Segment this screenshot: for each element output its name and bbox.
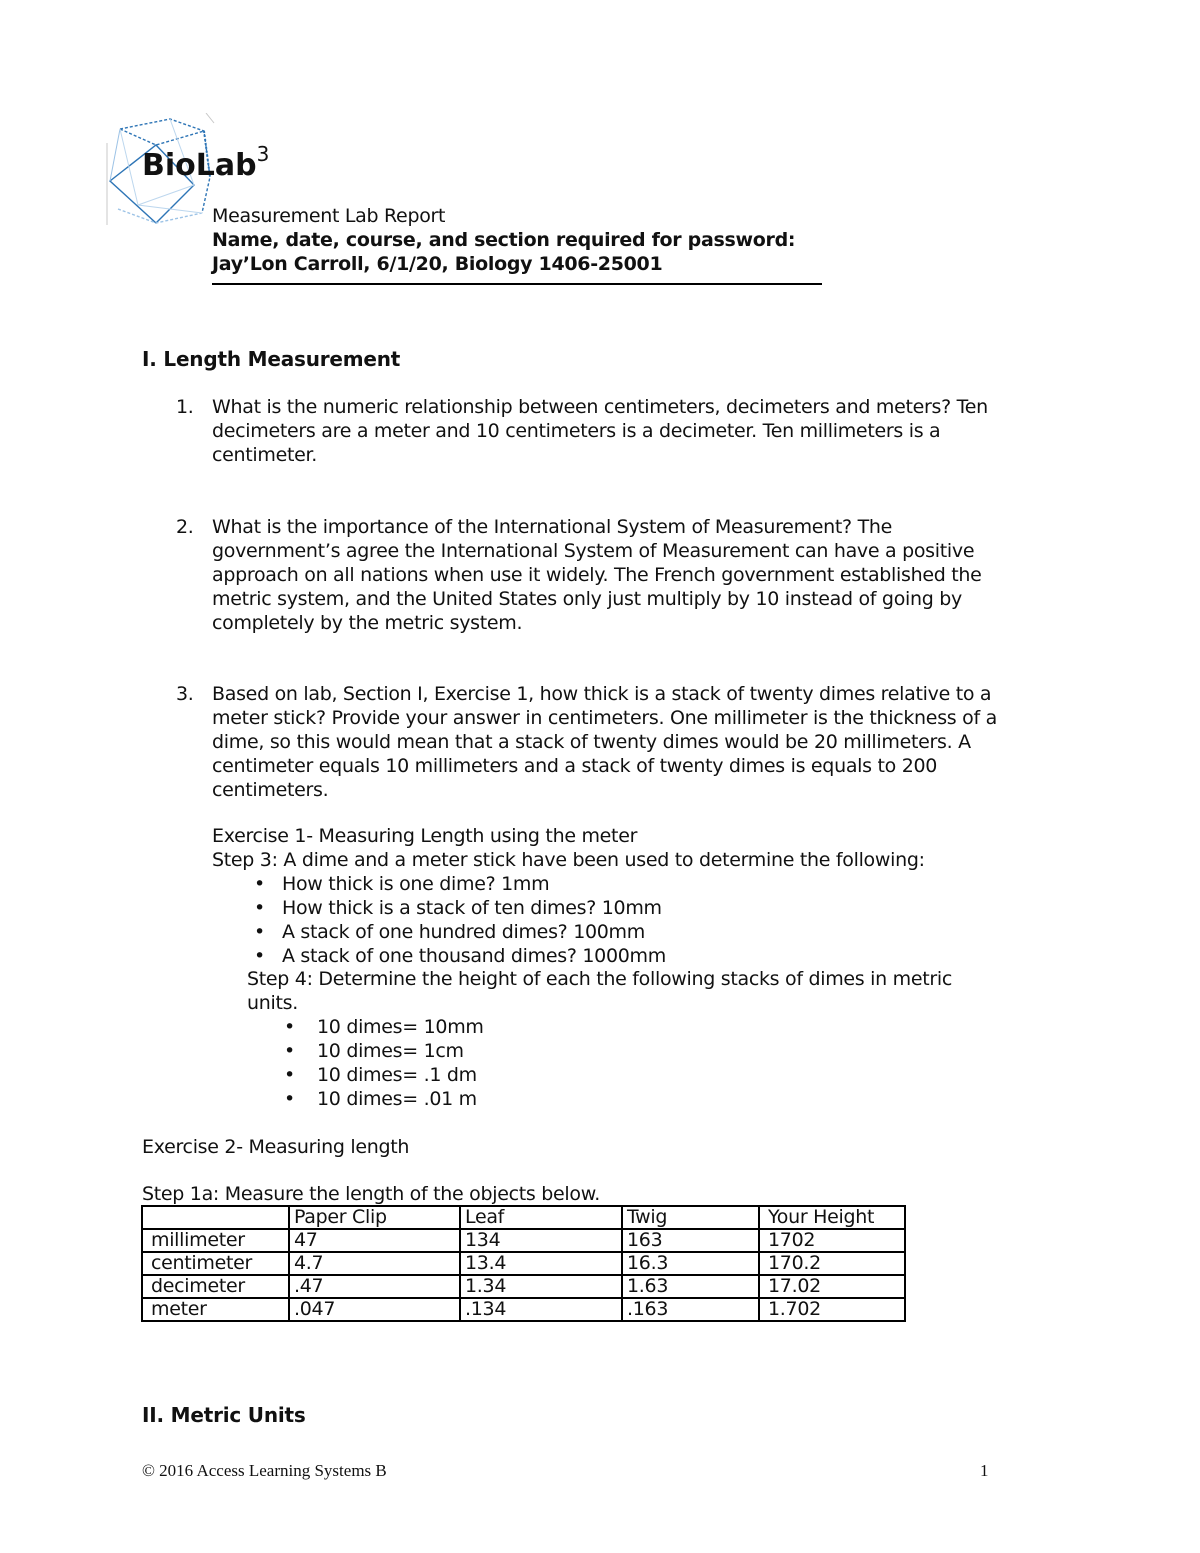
list-item-text: 10 dimes= 10mm bbox=[317, 1016, 484, 1038]
table-cell: 17.02 bbox=[759, 1275, 905, 1298]
text-line: What is the numeric relationship between centimeters, decimeters and meters? Ten bbox=[212, 396, 988, 418]
question-number: 3. bbox=[176, 683, 194, 705]
table-cell: 163 bbox=[622, 1229, 759, 1252]
list-item-text: A stack of one thousand dimes? 1000mm bbox=[282, 945, 666, 967]
footer-page-number: 1 bbox=[980, 1461, 989, 1480]
footer-copyright: © 2016 Access Learning Systems B bbox=[142, 1461, 387, 1480]
table-cell: 1.34 bbox=[460, 1275, 622, 1298]
table-cell: 4.7 bbox=[289, 1252, 460, 1275]
list-item bbox=[254, 896, 954, 920]
list-item bbox=[284, 1039, 684, 1063]
bullet-icon: • bbox=[284, 1016, 295, 1038]
question-text bbox=[212, 515, 982, 635]
text-line: dime, so this would mean that a stack of twenty dimes would be 20 millimeters. A bbox=[212, 731, 971, 753]
text-line: government’s agree the International System of Measurement can have a positive bbox=[212, 540, 975, 562]
table-header-cell: Your Height bbox=[759, 1206, 905, 1229]
text-line: centimeter. bbox=[212, 444, 318, 466]
question-number: 1. bbox=[176, 396, 194, 418]
text-line: approach on all nations when use it widely. The French government established the bbox=[212, 564, 982, 586]
section-heading-metric-units: II. Metric Units bbox=[142, 1403, 306, 1427]
text-line: meter stick? Provide your answer in centimeters. One millimeter is the thickness of a bbox=[212, 707, 997, 729]
text-line: completely by the metric system. bbox=[212, 612, 523, 634]
list-item bbox=[284, 1087, 684, 1111]
table-cell: 1.63 bbox=[622, 1275, 759, 1298]
table-header-cell: Leaf bbox=[460, 1206, 622, 1229]
bullet-icon: • bbox=[284, 1064, 295, 1086]
step-4-bullet-list bbox=[284, 1015, 684, 1111]
table-cell: 47 bbox=[289, 1229, 460, 1252]
text-line: Step 4: Determine the height of each the following stacks of dimes in metric bbox=[247, 968, 952, 990]
report-title: Measurement Lab Report bbox=[212, 205, 446, 227]
list-item bbox=[254, 944, 954, 968]
text-line: centimeter equals 10 millimeters and a stack of twenty dimes is equals to 200 bbox=[212, 755, 938, 777]
exercise-1-step-3: Step 3: A dime and a meter stick have been used to determine the following: bbox=[212, 849, 925, 871]
list-item-text: A stack of one hundred dimes? 100mm bbox=[282, 921, 645, 943]
table-row bbox=[142, 1229, 905, 1252]
bullet-icon: • bbox=[284, 1040, 295, 1062]
table-cell: 1.702 bbox=[759, 1298, 905, 1321]
bullet-icon: • bbox=[254, 945, 265, 967]
table-cell: 1702 bbox=[759, 1229, 905, 1252]
table-cell: 16.3 bbox=[622, 1252, 759, 1275]
table-row bbox=[142, 1298, 905, 1321]
table-row bbox=[142, 1275, 905, 1298]
table-cell: .163 bbox=[622, 1298, 759, 1321]
list-item bbox=[254, 872, 954, 896]
measurement-table bbox=[141, 1205, 906, 1322]
exercise-2-title: Exercise 2- Measuring length bbox=[142, 1136, 410, 1158]
list-item bbox=[284, 1015, 684, 1039]
bullet-icon: • bbox=[254, 897, 265, 919]
list-item-text: How thick is one dime? 1mm bbox=[282, 873, 550, 895]
table-header-cell: Paper Clip bbox=[289, 1206, 460, 1229]
question-number: 2. bbox=[176, 516, 194, 538]
table-header-cell: Twig bbox=[622, 1206, 759, 1229]
table-cell: 13.4 bbox=[460, 1252, 622, 1275]
exercise-1-title: Exercise 1- Measuring Length using the meter bbox=[212, 825, 638, 847]
step-3-bullet-list bbox=[254, 872, 954, 968]
list-item bbox=[284, 1063, 684, 1087]
table-cell: millimeter bbox=[142, 1229, 289, 1252]
text-line: What is the importance of the International System of Measurement? The bbox=[212, 516, 893, 538]
text-line: units. bbox=[247, 992, 298, 1014]
table-cell: decimeter bbox=[142, 1275, 289, 1298]
text-line: centimeters. bbox=[212, 779, 329, 801]
table-cell: meter bbox=[142, 1298, 289, 1321]
header-divider bbox=[212, 283, 822, 285]
password-label: Name, date, course, and section required for password: bbox=[212, 229, 796, 251]
question-text bbox=[212, 395, 988, 467]
table-cell: 134 bbox=[460, 1229, 622, 1252]
table-cell: .47 bbox=[289, 1275, 460, 1298]
list-item-text: How thick is a stack of ten dimes? 10mm bbox=[282, 897, 662, 919]
brand-title: BioLab$^3$ bbox=[142, 142, 270, 183]
table-cell: .134 bbox=[460, 1298, 622, 1321]
table-cell: .047 bbox=[289, 1298, 460, 1321]
table-row bbox=[142, 1252, 905, 1275]
list-item-text: 10 dimes= 1cm bbox=[317, 1040, 464, 1062]
bullet-icon: • bbox=[284, 1088, 295, 1110]
text-line: decimeters are a meter and 10 centimeters is a decimeter. Ten millimeters is a bbox=[212, 420, 941, 442]
table-header-row bbox=[142, 1206, 905, 1229]
bullet-icon: • bbox=[254, 921, 265, 943]
list-item bbox=[254, 920, 954, 944]
list-item-text: 10 dimes= .1 dm bbox=[317, 1064, 477, 1086]
exercise-1-step-4 bbox=[247, 967, 952, 1015]
password-value: Jay’Lon Carroll, 6/1/20, Biology 1406-25001 bbox=[212, 253, 663, 275]
section-heading-length-measurement: I. Length Measurement bbox=[142, 347, 401, 371]
table-cell: centimeter bbox=[142, 1252, 289, 1275]
table-cell: 170.2 bbox=[759, 1252, 905, 1275]
bullet-icon: • bbox=[254, 873, 265, 895]
text-line: metric system, and the United States only just multiply by 10 instead of going by bbox=[212, 588, 962, 610]
list-item-text: 10 dimes= .01 m bbox=[317, 1088, 477, 1110]
question-text bbox=[212, 682, 997, 802]
table-header-cell bbox=[142, 1206, 289, 1229]
report-header bbox=[212, 204, 795, 276]
exercise-2-step-1a: Step 1a: Measure the length of the objects below. bbox=[142, 1183, 600, 1205]
text-line: Based on lab, Section I, Exercise 1, how thick is a stack of twenty dimes relative to a bbox=[212, 683, 992, 705]
